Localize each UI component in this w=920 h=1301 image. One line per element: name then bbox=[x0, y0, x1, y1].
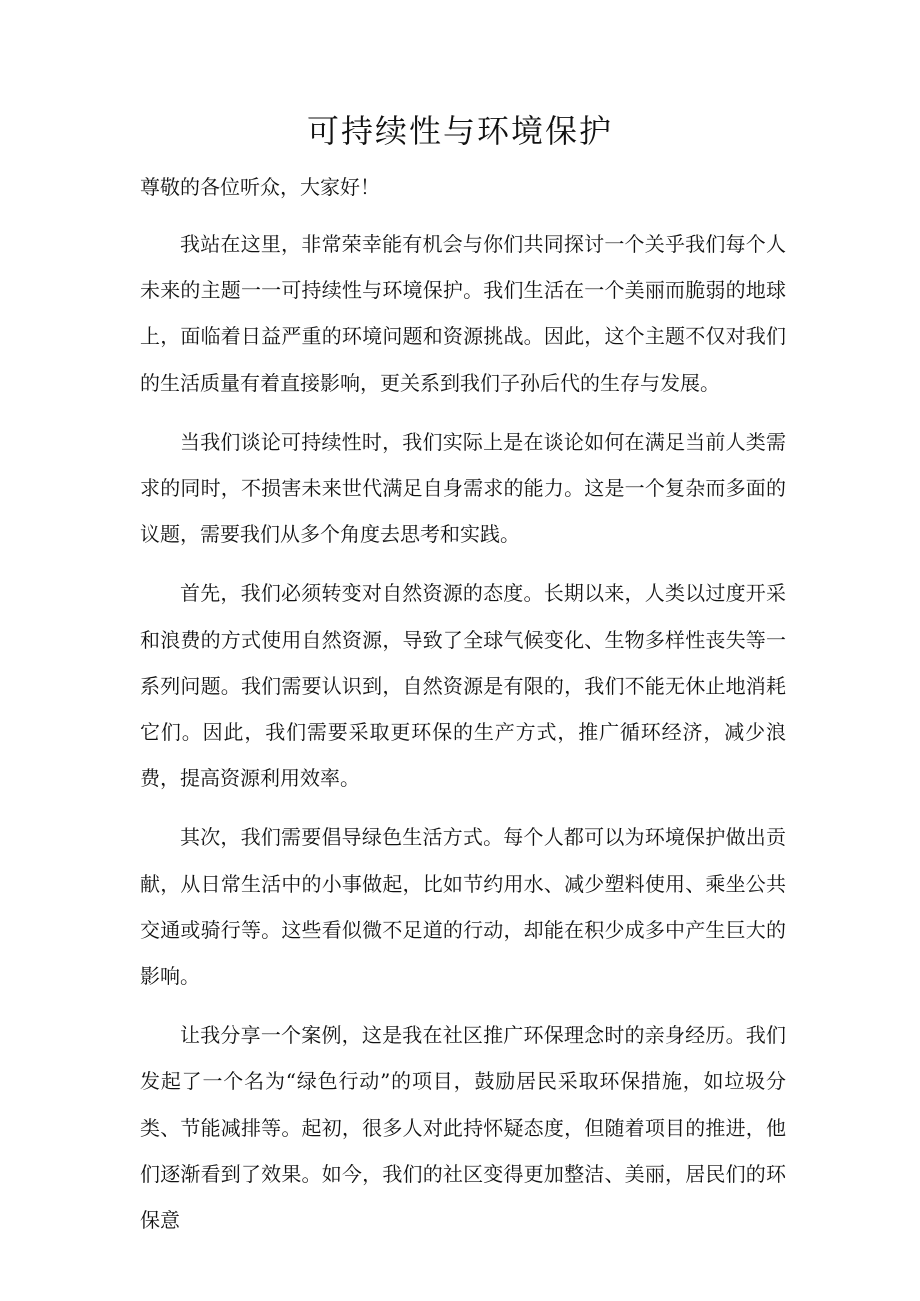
paragraph: 我站在这里，非常荣幸能有机会与你们共同探讨一个关乎我们每个人未来的主题一一可持续性与环境保护。我们生活在一个美丽而脆弱的地球上，面临着日益严重的环境问题和资源挑战。因此，这个主题不仅对我们的生活质量有着直接影响，更关系到我们子孙后代的生存与发展。 bbox=[140, 232, 786, 395]
paragraph: 让我分享一个案例，这是我在社区推广环保理念时的亲身经历。我们发起了一个名为“绿色行动”的项目，鼓励居民采取环保措施，如垃圾分类、节能减排等。起初，很多人对此持怀疑态度，但随着项目的推进，他们逐渐看到了效果。如今，我们的社区变得更加整洁、美丽，居民们的环保意 bbox=[140, 1023, 786, 1233]
paragraph: 其次，我们需要倡导绿色生活方式。每个人都可以为环境保护做出贡献，从日常生活中的小事做起，比如节约用水、减少塑料使用、乘坐公共交通或骑行等。这些看似微不足道的行动，却能在积少成多中产生巨大的影响。 bbox=[140, 825, 786, 989]
paragraph: 首先，我们必须转变对自然资源的态度。长期以来，人类以过度开采和浪费的方式使用自然资源，导致了全球气候变化、生物多样性丧失等一系列问题。我们需要认识到，自然资源是有限的，我们不能无休止地消耗它们。因此，我们需要采取更环保的生产方式，推广循环经济，减少浪费，提高资源利用效率。 bbox=[140, 581, 786, 791]
paragraph: 当我们谈论可持续性时，我们实际上是在谈论如何在满足当前人类需求的同时，不损害未来世代满足自身需求的能力。这是一个复杂而多面的议题，需要我们从多个角度去思考和实践。 bbox=[140, 429, 786, 547]
document-title: 可持续性与环境保护 bbox=[306, 112, 613, 150]
document-body bbox=[140, 166, 786, 1256]
greeting-line: 尊敬的各位听众，大家好！ bbox=[140, 175, 380, 199]
